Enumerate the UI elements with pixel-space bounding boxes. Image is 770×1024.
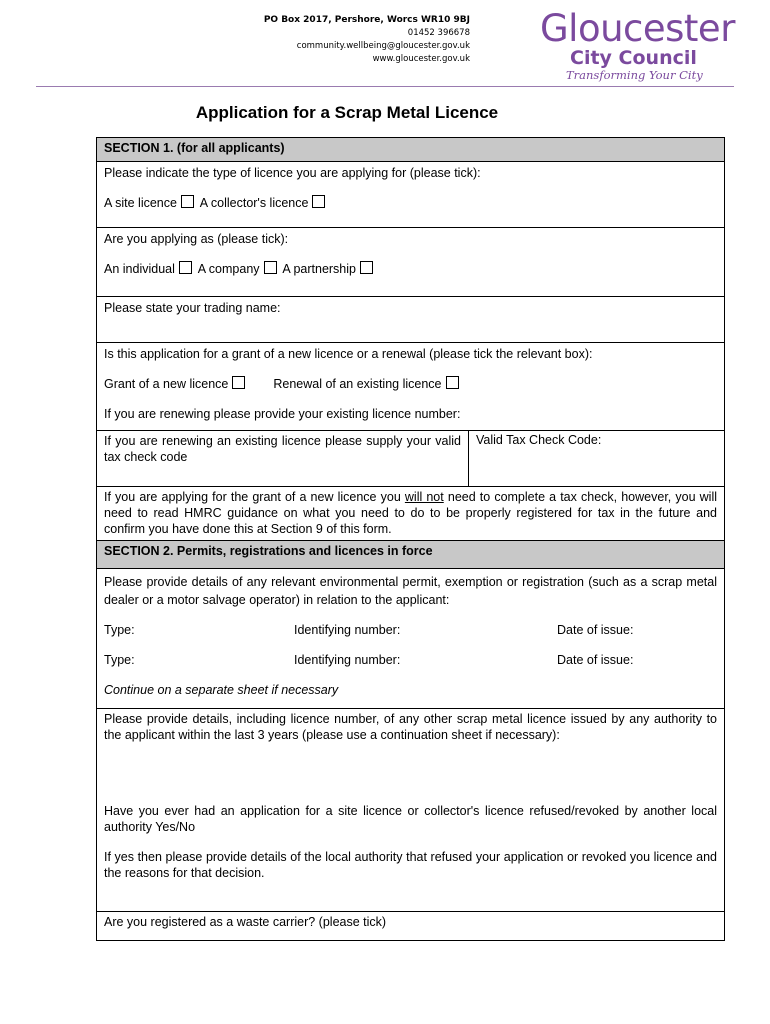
- tax-check-code-label: Valid Tax Check Code:: [476, 433, 602, 447]
- trading-name-question: Please state your trading name:: [104, 301, 281, 315]
- grant-new-checkbox[interactable]: [232, 376, 245, 389]
- licence-type-row: [97, 162, 724, 228]
- company-label: A company: [197, 262, 260, 276]
- site-licence-checkbox[interactable]: [181, 195, 194, 208]
- website-link[interactable]: www.gloucester.gov.uk: [372, 54, 470, 64]
- partnership-checkbox[interactable]: [360, 261, 373, 274]
- grant-note: [97, 487, 724, 541]
- refused-details-question: If yes then please provide details of the local authority that refused your application or revoked you licence and the reasons for that decision.: [104, 850, 717, 880]
- renewal-label: Renewal of an existing licence: [273, 377, 442, 391]
- tax-check-row: [97, 431, 724, 487]
- type-label: Type:: [104, 623, 135, 637]
- grant-new-label: Grant of a new licence: [104, 377, 229, 391]
- trading-name-field[interactable]: [97, 297, 724, 343]
- grant-note-text-b: need to complete a tax check, however, you will need to read HMRC guidance on what you need to do to be properly registered for tax in the future and confirm you have done this at Section 9 of this form.: [104, 490, 717, 536]
- page-title: Application for a Scrap Metal Licence: [195, 103, 499, 122]
- permit-entry-2[interactable]: [104, 652, 717, 668]
- date-label: Date of issue:: [557, 653, 634, 667]
- renew-number-question: If you are renewing please provide your existing licence number:: [104, 407, 461, 421]
- renewal-checkbox[interactable]: [446, 376, 459, 389]
- applying-as-row: [97, 228, 724, 297]
- email-address[interactable]: community.wellbeing@gloucester.gov.uk: [296, 41, 470, 51]
- section-1-heading: SECTION 1. (for all applicants): [97, 138, 724, 162]
- applying-as-question: Are you applying as (please tick):: [104, 232, 289, 246]
- site-licence-label: A site licence: [104, 196, 177, 210]
- phone-number: 01452 396678: [407, 28, 470, 38]
- ident-label: Identifying number:: [294, 623, 401, 637]
- waste-carrier-row: [97, 912, 724, 940]
- permits-row: [97, 569, 724, 709]
- collector-licence-label: A collector's licence: [199, 196, 309, 210]
- date-label: Date of issue:: [557, 623, 634, 637]
- continue-note: Continue on a separate sheet if necessary: [104, 683, 339, 697]
- tax-check-code-field[interactable]: [469, 431, 724, 486]
- collector-licence-checkbox[interactable]: [312, 195, 325, 208]
- logo-tagline: Transforming Your City: [566, 68, 703, 82]
- refused-question: Have you ever had an application for a site licence or collector's licence refused/revoked by another local authority Yes/No: [104, 804, 717, 834]
- other-licence-question: Please provide details, including licence number, of any other scrap metal licence issued by any authority to the applicant within the last 3 years (please use a continuation sheet if necessary):: [104, 712, 717, 742]
- section-2-heading: SECTION 2. Permits, registrations and licences in force: [97, 541, 724, 569]
- grant-renewal-row: [97, 343, 724, 431]
- other-licence-row[interactable]: [97, 709, 724, 912]
- permit-entry-1[interactable]: [104, 622, 717, 638]
- permits-question: Please provide details of any relevant environmental permit, exemption or registration (such as a scrap metal dealer or a motor salvage operator) in relation to the applicant:: [104, 575, 717, 607]
- type-label: Type:: [104, 653, 135, 667]
- logo-city-council: City Council: [570, 47, 697, 69]
- header-divider: [36, 86, 734, 87]
- individual-checkbox[interactable]: [179, 261, 192, 274]
- grant-renewal-question: Is this application for a grant of a new licence or a renewal (please tick the relevant box):: [104, 347, 593, 361]
- partnership-label: A partnership: [282, 262, 356, 276]
- logo-gloucester: Gloucester: [540, 7, 735, 50]
- application-form: [96, 137, 725, 941]
- council-address-block: [264, 14, 470, 66]
- will-not-emphasis: will not: [404, 490, 444, 504]
- waste-carrier-question: Are you registered as a waste carrier? (please tick): [104, 915, 387, 929]
- individual-label: An individual: [104, 262, 175, 276]
- licence-type-question: Please indicate the type of licence you are applying for (please tick):: [104, 166, 481, 180]
- ident-label: Identifying number:: [294, 653, 401, 667]
- council-logo: [540, 7, 740, 82]
- postal-address: PO Box 2017, Pershore, Worcs WR10 9BJ: [263, 15, 470, 25]
- tax-check-question: If you are renewing an existing licence please supply your valid tax check code: [97, 431, 469, 486]
- company-checkbox[interactable]: [264, 261, 277, 274]
- grant-note-text-a: If you are applying for the grant of a new licence you: [104, 490, 405, 504]
